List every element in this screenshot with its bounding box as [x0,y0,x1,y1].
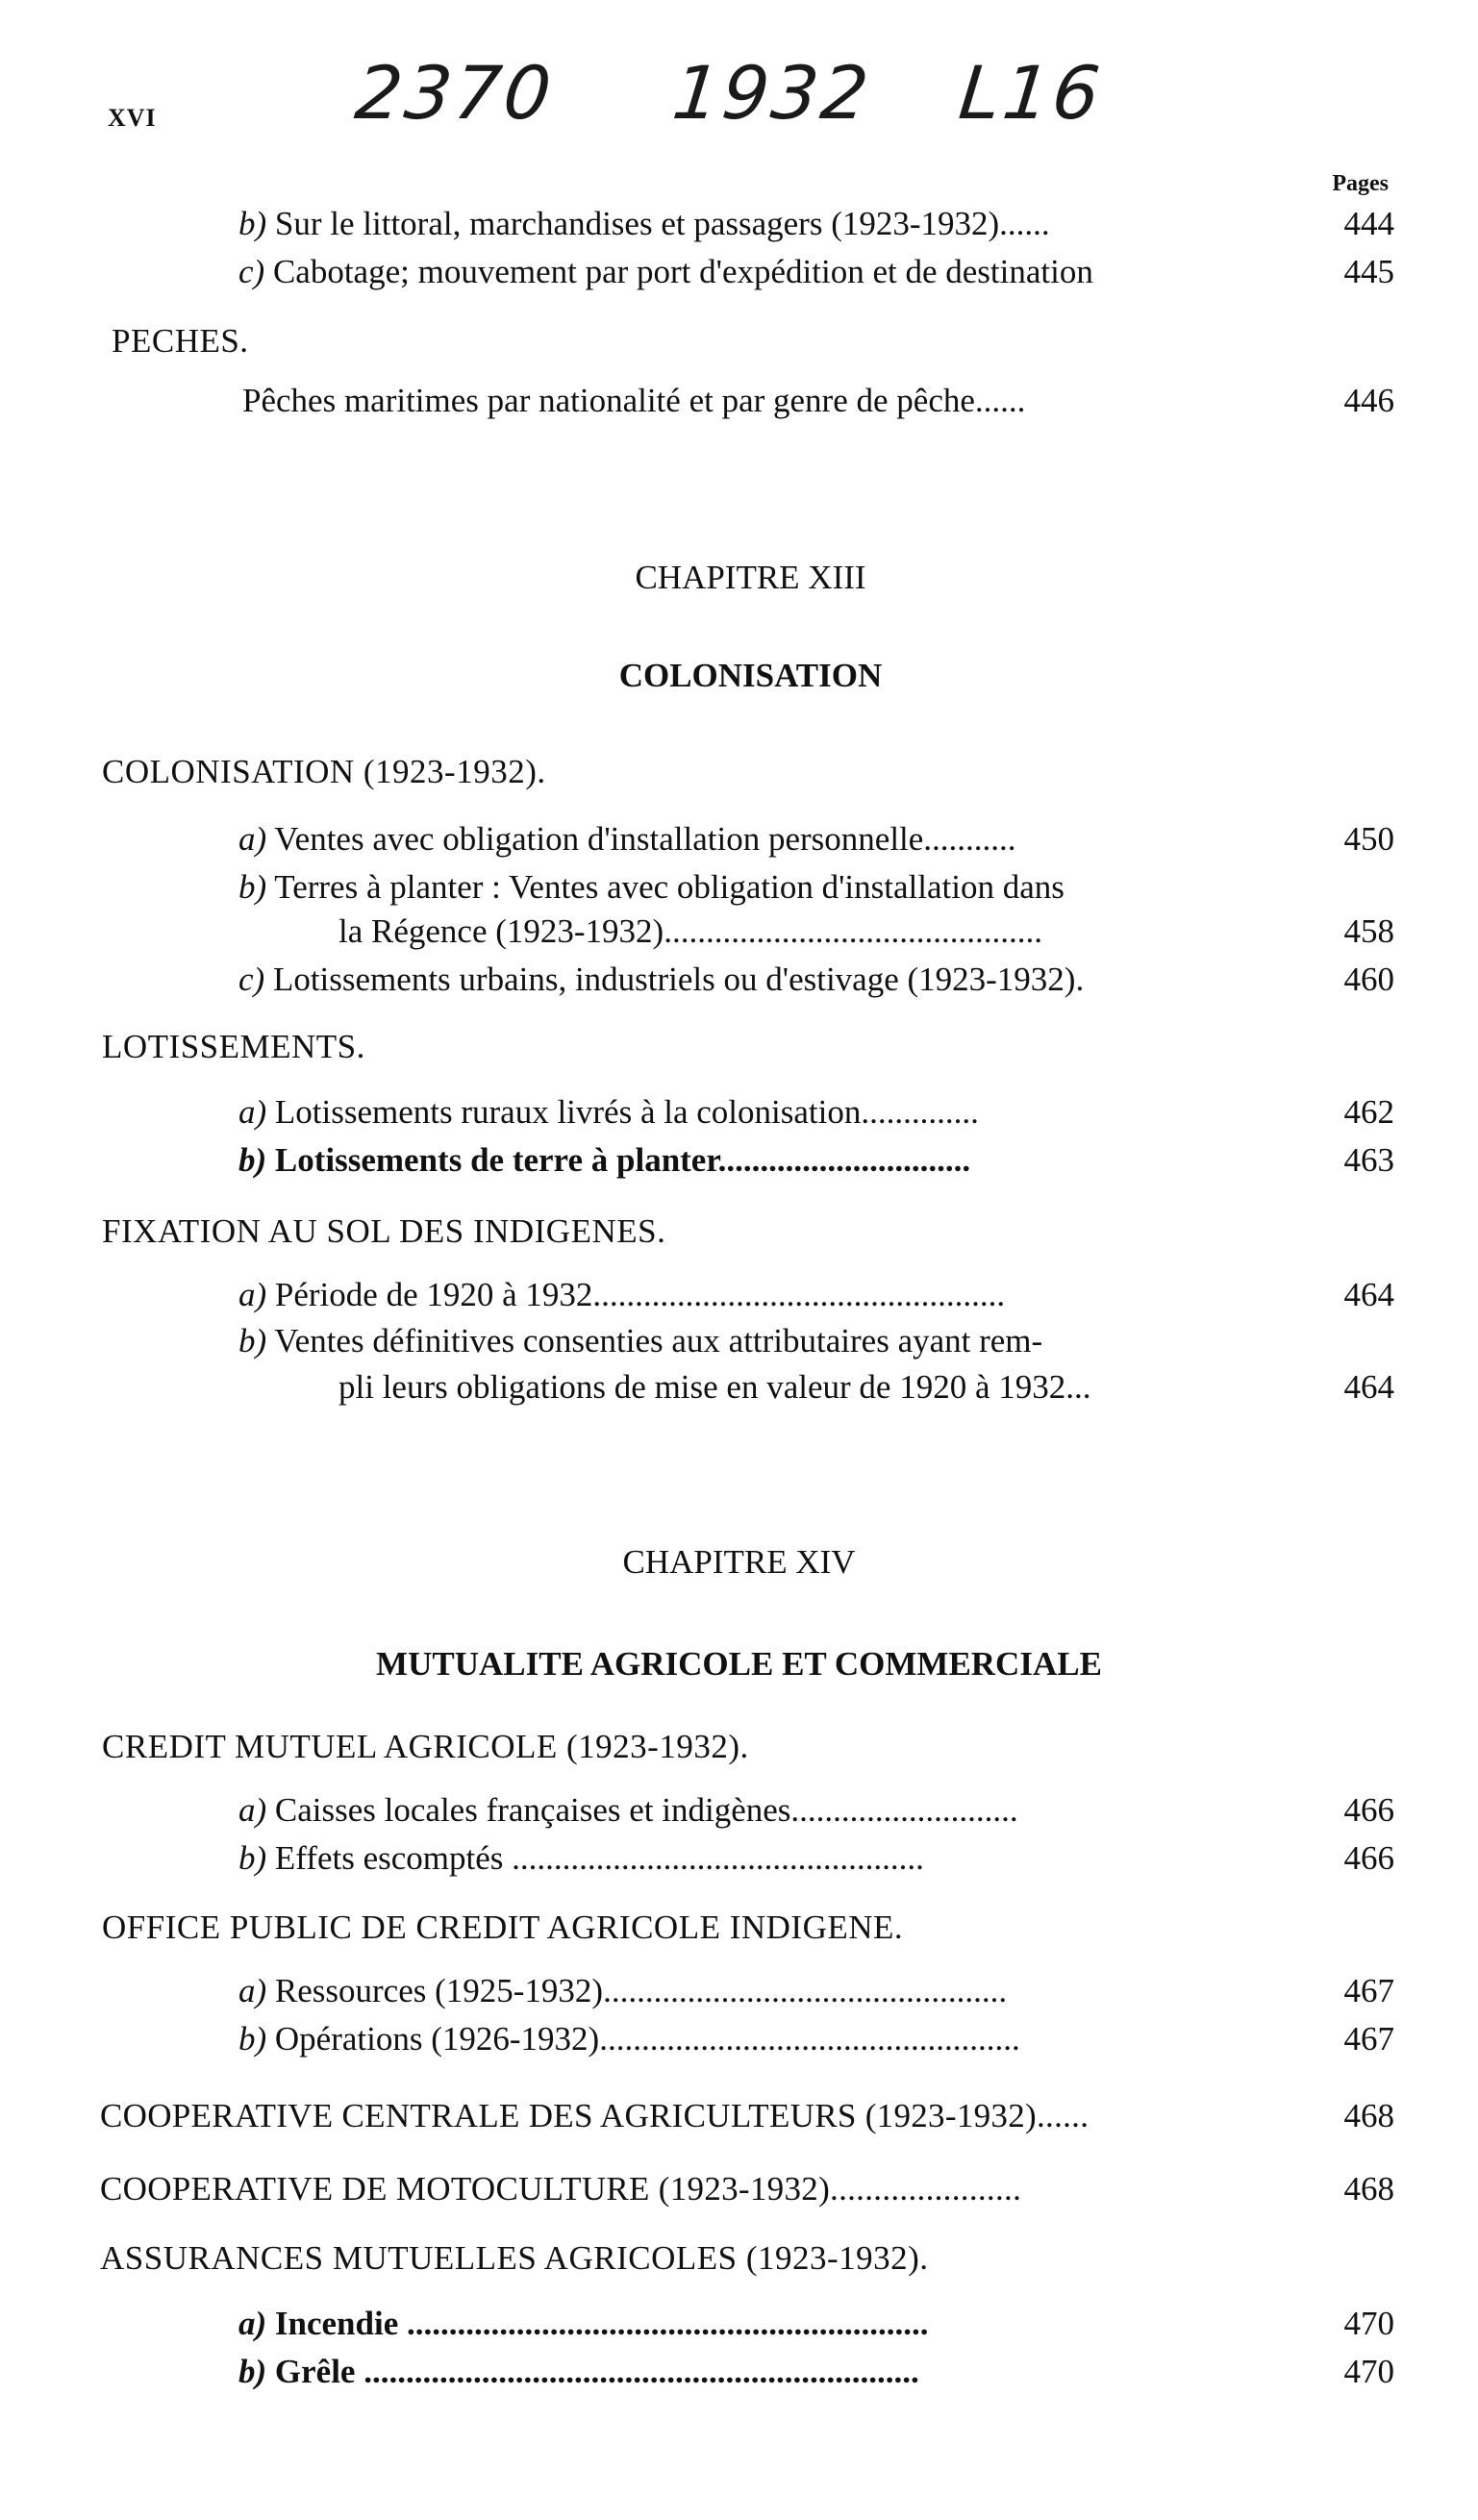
entry-text: COOPERATIVE CENTRALE DES AGRICULTEURS (1923-1932)...... [100,2097,1090,2134]
toc-entry [0,1088,1478,1136]
section-title: CREDIT MUTUEL AGRICOLE (1923-1932). [102,1728,749,1765]
entry-text: Lotissements de terre à planter.............................. [274,1141,971,1179]
entry-text: Ventes définitives consenties aux attributaires ayant rem- [274,1322,1043,1360]
entry-text: Effets escomptés ................................................. [274,1839,924,1877]
entry-page: 444 [1343,205,1394,242]
entry-page: 450 [1343,820,1394,858]
toc-entry [0,2165,1478,2213]
entry-letter: a) [238,1972,267,2009]
entry-text: COOPERATIVE DE MOTOCULTURE (1923-1932)...................... [100,2170,1022,2208]
entry-page: 462 [1343,1093,1394,1131]
entry-text: Pêches maritimes par nationalité et par genre de pêche...... [242,382,1026,419]
section-title: FIXATION AU SOL DES INDIGENES. [102,1212,666,1250]
toc-entry [0,1317,1478,1365]
entry-page: 467 [1343,2020,1394,2058]
toc-entry [0,377,1478,425]
entry-page: 466 [1343,1791,1394,1829]
entry-page: 445 [1343,253,1394,290]
entry-letter: b) [238,2020,267,2058]
toc-entry [0,2348,1478,2396]
chapter-title: COLONISATION [618,657,883,694]
entry-text: pli leurs obligations de mise en valeur de 1920 à 1932... [338,1368,1091,1406]
entry-page: 460 [1343,961,1394,998]
entry-letter: a) [238,1791,267,1829]
entry-page: 458 [1343,912,1394,950]
entry-text: Terres à planter : Ventes avec obligation d'installation dans [274,868,1065,906]
section-title: OFFICE PUBLIC DE CREDIT AGRICOLE INDIGENE. [102,1909,904,1946]
entry-text: Période de 1920 à 1932................................................. [274,1276,1006,1313]
section-title: ASSURANCES MUTUELLES AGRICOLES (1923-1932). [100,2239,929,2277]
entry-page: 446 [1343,382,1394,419]
handwritten-note-1: 2370 [351,50,559,136]
toc-entry [0,248,1478,296]
section-title: COLONISATION (1923-1932). [102,753,546,790]
toc-entry [0,2300,1478,2348]
toc-entry [0,200,1478,248]
pages-column-header: Pages [1332,171,1389,196]
entry-letter: a) [238,1276,267,1313]
entry-text: Lotissements ruraux livrés à la colonisation.............. [274,1093,979,1131]
section-title: LOTISSEMENTS. [102,1028,365,1065]
entry-text: la Régence (1923-1932)............................................. [338,912,1042,950]
entry-page: 467 [1343,1972,1394,2009]
toc-entry-continuation [0,1363,1478,1411]
toc-entry [0,1967,1478,2015]
toc-entry [0,1834,1478,1883]
entry-page: 470 [1343,2353,1394,2390]
handwritten-note-2: 1932 [668,50,876,136]
toc-entry [0,1271,1478,1319]
entry-text: Ressources (1925-1932)................................................ [274,1972,1008,2009]
chapter-title: MUTUALITE AGRICOLE ET COMMERCIALE [376,1645,1102,1683]
entry-text: Lotissements urbains, industriels ou d'estivage (1923-1932). [272,961,1085,998]
entry-page: 464 [1343,1276,1394,1313]
entry-letter: b) [238,1839,267,1877]
toc-entry [0,2015,1478,2063]
toc-entry [0,956,1478,1004]
chapter-number: CHAPITRE XIII [635,559,866,596]
toc-entry-continuation [0,908,1478,956]
entry-page: 470 [1343,2305,1394,2342]
entry-letter: b) [238,205,267,242]
entry-page: 468 [1343,2170,1394,2208]
handwritten-note-3: L16 [955,50,1107,136]
toc-entry [0,2092,1478,2140]
entry-page: 463 [1343,1141,1394,1179]
chapter-number: CHAPITRE XIV [622,1543,856,1581]
entry-page: 466 [1343,1839,1394,1877]
entry-letter: b) [238,1322,267,1360]
entry-letter: a) [238,1093,267,1131]
entry-text: Incendie .............................................................. [274,2305,929,2342]
entry-page: 468 [1343,2097,1394,2134]
entry-text: Caisses locales françaises et indigènes........................... [274,1791,1018,1829]
toc-entry [0,815,1478,863]
toc-entry [0,863,1478,911]
entry-text: Cabotage; mouvement par port d'expédition et de destination [272,253,1093,290]
page-number-roman: XVI [108,104,157,132]
entry-letter: b) [238,1141,267,1179]
section-title: PECHES. [112,322,249,360]
entry-text: Opérations (1926-1932).................................................. [274,2020,1020,2058]
entry-text: Sur le littoral, marchandises et passagers (1923-1932)...... [274,205,1050,242]
entry-page: 464 [1343,1368,1394,1406]
entry-text: Grêle .................................................................. [274,2353,919,2390]
entry-letter: a) [238,820,267,858]
entry-letter: b) [238,2353,267,2390]
entry-letter: c) [238,961,265,998]
toc-entry [0,1786,1478,1834]
toc-entry [0,1136,1478,1185]
entry-letter: c) [238,253,265,290]
entry-letter: a) [238,2305,267,2342]
entry-letter: b) [238,868,267,906]
entry-text: Ventes avec obligation d'installation personnelle........... [274,820,1016,858]
